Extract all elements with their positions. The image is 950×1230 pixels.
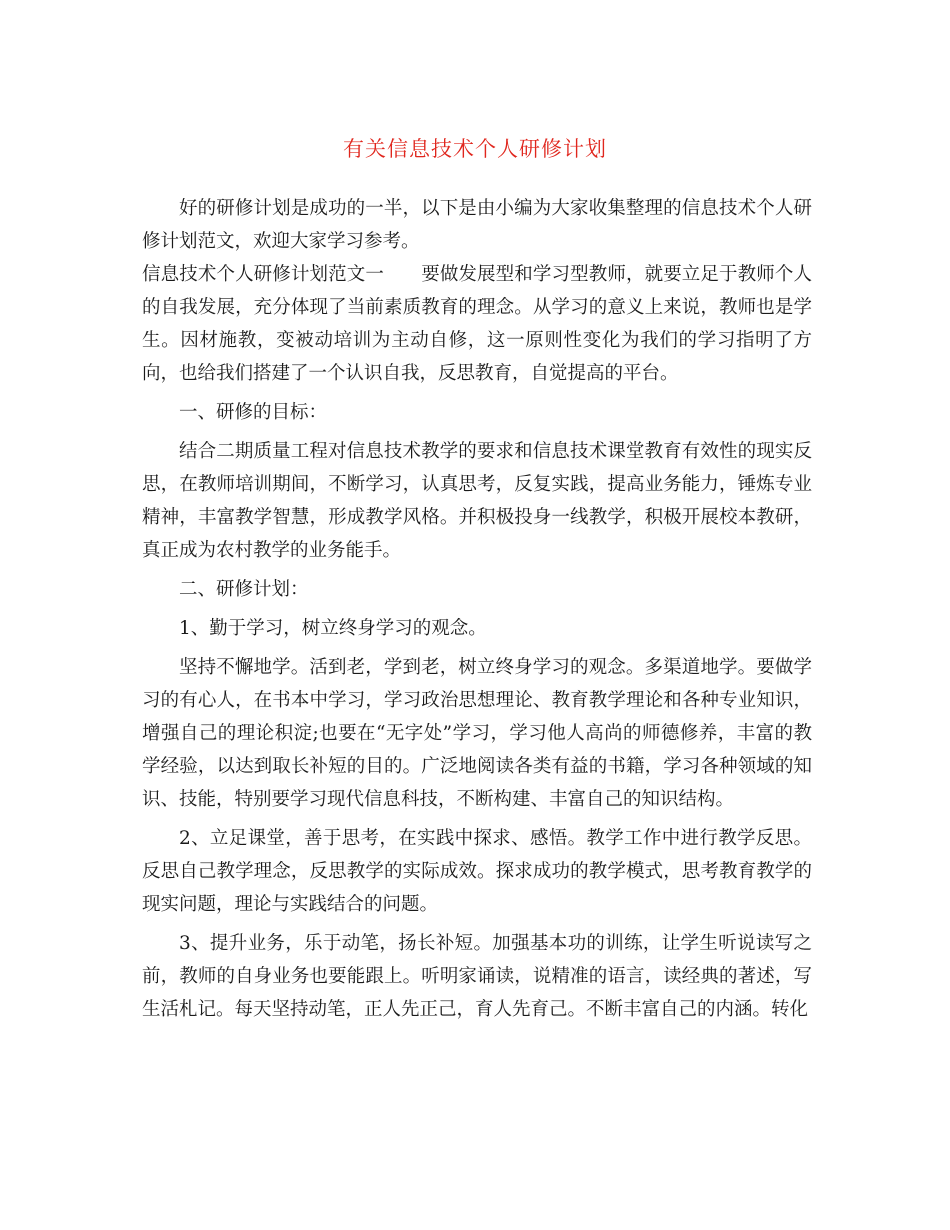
section-heading-plan: 二、研修计划： xyxy=(179,579,309,600)
document-title: 有关信息技术个人研修计划 xyxy=(343,137,607,161)
plan-item-1-paragraph: 坚持不懈地学。活到老，学到老，树立终身学习的观念。多渠道地学。要做学习的有心人，在书本中学习，学习政治思想理论、教育教学理论和各种专业知识，增强自己的理论积淀;也要在“无字处”学习，学习他人高尚的师德修养，丰富的教学经验，以达到取长补短的目的。广泛地阅读各类有益的书籍，学习各种领域的知识、技能，特别要学习现代信息科技，不断构建、丰富自己的知识结构。 xyxy=(142,657,812,810)
section-heading-goals: 一、研修的目标： xyxy=(179,402,328,423)
plan-item-1-heading: 1、勤于学习，树立终身学习的观念。 xyxy=(179,618,487,639)
goals-paragraph: 结合二期质量工程对信息技术教学的要求和信息技术课堂教育有效性的现实反思，在教师培训期间，不断学习，认真思考，反复实践，提高业务能力，锤炼专业精神，丰富教学智慧，形成教学风格。并积极投身一线教学，积极开展校本教研，真正成为农村教学的业务能手。 xyxy=(142,441,812,561)
document-body xyxy=(142,192,812,1032)
plan-item-2-paragraph: 2、立足课堂，善于思考，在实践中探求、感悟。教学工作中进行教学反思。反思自己教学理念，反思教学的实际成效。探求成功的教学模式，思考教育教学的现实问题，理论与实践结合的问题。 xyxy=(142,828,812,915)
intro-paragraph: 好的研修计划是成功的一半，以下是由小编为大家收集整理的信息技术个人研修计划范文，欢迎大家学习参考。 xyxy=(142,198,812,252)
plan-item-3-paragraph: 3、提升业务，乐于动笔，扬长补短。加强基本功的训练，让学生听说读写之前，教师的自身业务也要能跟上。听明家诵读，说精准的语言，读经典的著述，写生活札记。每天坚持动笔，正人先正己，育人先育己。不断丰富自己的内涵。转化 xyxy=(142,933,812,1020)
sample-one-paragraph: 信息技术个人研修计划范文一 要做发展型和学习型教师，就要立足于教师个人的自我发展，充分体现了当前素质教育的理念。从学习的意义上来说，教师也是学生。因材施教，变被动培训为主动自修，这一原则性变化为我们的学习指明了方向，也给我们搭建了一个认识自我，反思教育，自觉提高的平台。 xyxy=(142,264,812,384)
